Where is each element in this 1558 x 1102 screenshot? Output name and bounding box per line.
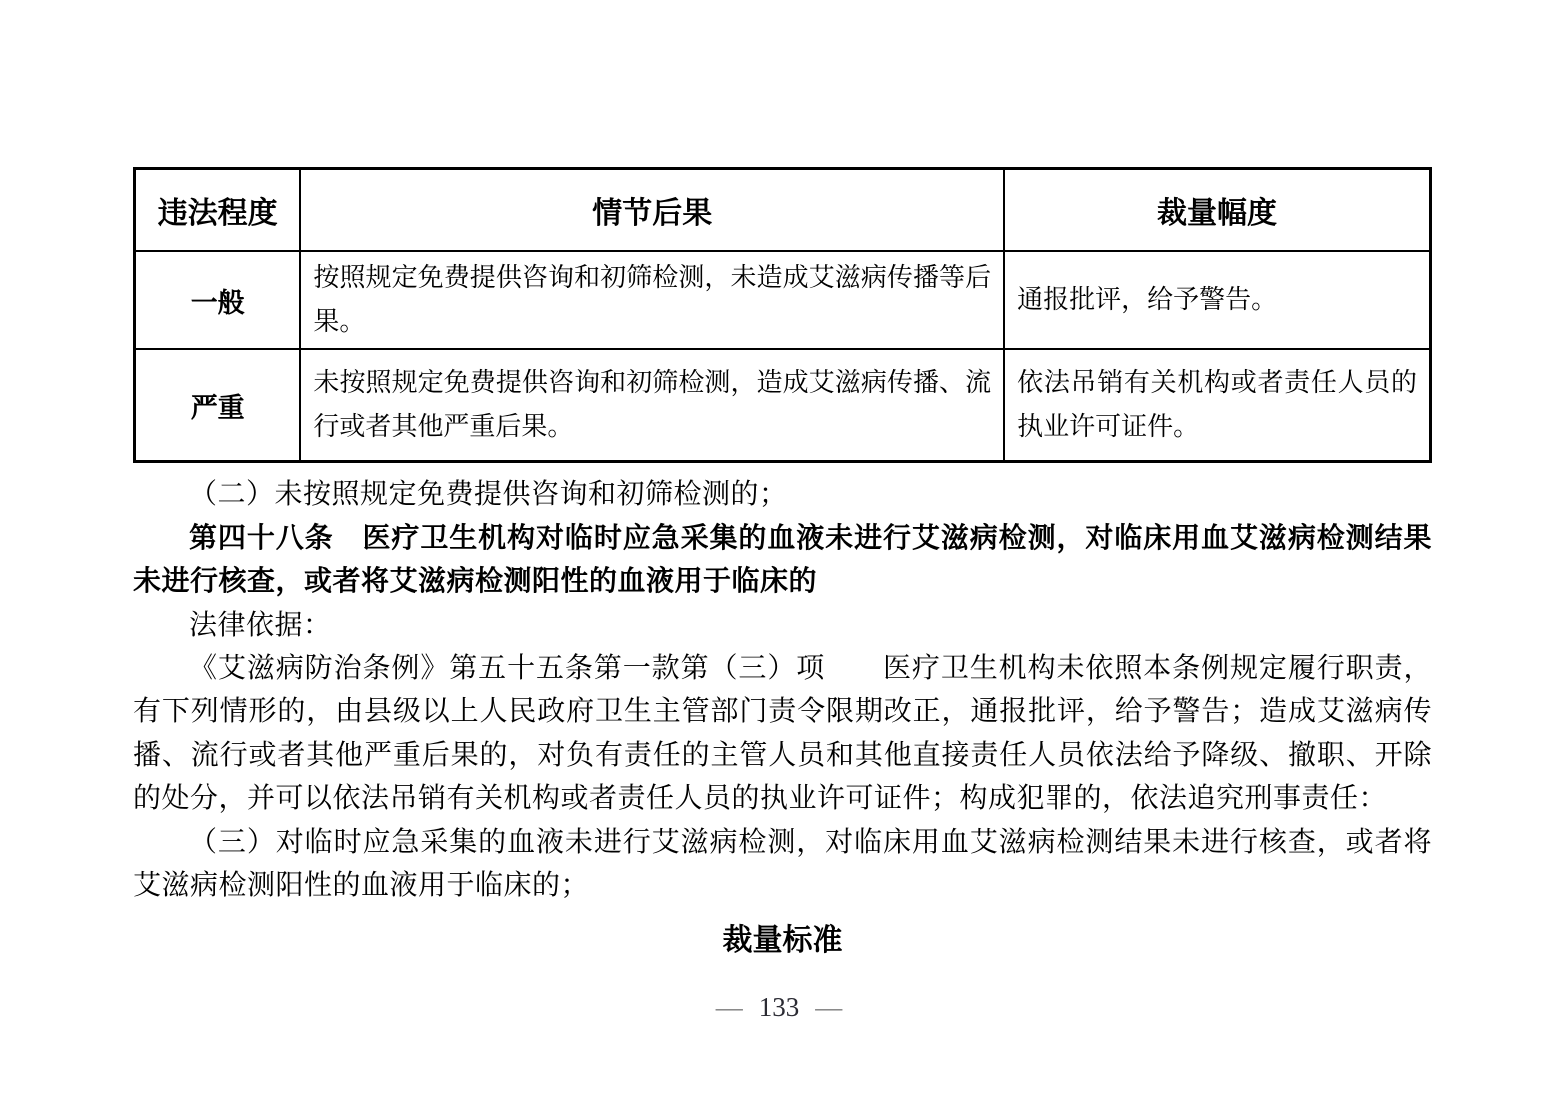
cell-circumstance-severe: 未按照规定免费提供咨询和初筛检测，造成艾滋病传播、流行或者其他严重后果。	[300, 349, 1004, 462]
cell-level-general: 一般	[135, 251, 301, 349]
paragraph-legal-basis-label: 法律依据：	[189, 609, 332, 641]
paragraph-item-two: （二）未按照规定免费提供咨询和初筛检测的；	[189, 479, 788, 511]
section-title: 裁量标准	[722, 924, 843, 958]
penalty-table	[133, 167, 1432, 463]
table-row	[135, 251, 1431, 349]
paragraph-item-three: （三）对临时应急采集的血液未进行艾滋病检测，对临床用血艾滋病检测结果未进行核查，或者将艾滋病检测阳性的血液用于临床的；	[133, 826, 1432, 901]
page-footer	[0, 992, 1558, 1023]
cell-level-severe: 严重	[135, 349, 301, 462]
footer-dash-right: —	[815, 992, 843, 1022]
cell-circumstance-general: 按照规定免费提供咨询和初筛检测，未造成艾滋病传播等后果。	[300, 251, 1004, 349]
page-number: 133	[758, 992, 800, 1022]
header-violation-level: 违法程度	[135, 169, 301, 252]
paragraph-article-48: 第四十八条 医疗卫生机构对临时应急采集的血液未进行艾滋病检测，对临床用血艾滋病检测结果未进行核查，或者将艾滋病检测阳性的血液用于临床的	[133, 522, 1432, 598]
table-row	[135, 349, 1431, 462]
paragraph-regulation-quote: 《艾滋病防治条例》第五十五条第一款第（三）项 医疗卫生机构未依照本条例规定履行职责，有下列情形的，由县级以上人民政府卫生主管部门责令限期改正，通报批评，给予警告；造成艾滋病传播、流行或者其他严重后果的，对负有责任的主管人员和其他直接责任人员依法给予降级、撤职、开除的处分，并可以依法吊销有关机构或者责任人员的执业许可证件；构成犯罪的，依法追究刑事责任：	[133, 652, 1432, 815]
header-circumstance: 情节后果	[300, 169, 1004, 252]
cell-penalty-general: 通报批评，给予警告。	[1004, 251, 1430, 349]
header-discretion-range: 裁量幅度	[1004, 169, 1430, 252]
table-header-row	[135, 169, 1431, 252]
footer-dash-left: —	[715, 992, 743, 1022]
document-content	[133, 167, 1432, 959]
cell-penalty-severe: 依法吊销有关机构或者责任人员的执业许可证件。	[1004, 349, 1430, 462]
